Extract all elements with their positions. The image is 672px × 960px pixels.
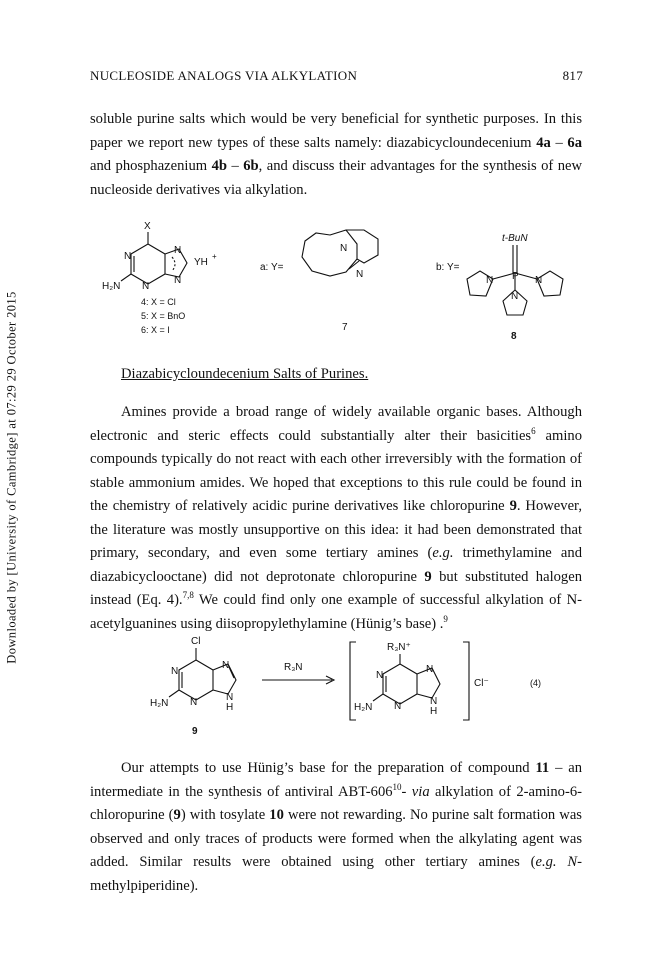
phos-n2-label: N — [535, 275, 543, 286]
phos-n1-label: N — [486, 275, 494, 286]
reagent-r3n: R₃N — [284, 662, 303, 673]
purine-x-label: X — [144, 221, 151, 232]
eq-h-label: H — [226, 702, 234, 713]
yh-charge: + — [212, 252, 217, 261]
page-number: 817 — [562, 68, 583, 83]
section-heading: Diazabicycloundecenium Salts of Purines. — [121, 366, 369, 382]
download-note: Downloaded by [University of Cambridge] at 07:29 29 October 2015 — [4, 291, 19, 664]
eq-p-n7-label: N — [426, 664, 434, 675]
b-y-label: b: Y= — [436, 262, 460, 273]
paragraph-amines: Amines provide a broad range of widely available organic bases. Although electronic and steric effects could substantially alter their basicities$^6$ amino compounds typically do not react with each other irreversibly with the formation of stable ammonium amides. We hoped that exceptions to this rule could be found in the chemistry of relatively acidic purine derivatives like chloropurine 9. However, the literature was mostly unsupportive on this idea: it had been demonstrated that primary, secondary, and even some tertiary amines (e.g. trimethylamine and diazabicyclooctane) did not deprotonate chloropurine 9 but substituted halogen instead (Eq. 4).$^{7,8}$ We could find only one example of successful alkylation of N-acetylguanines using diisopropylethylamine (Hünig’s base) .$^9$ — [90, 404, 582, 632]
phos-n3-label: N — [511, 291, 519, 302]
eq-p-n1-label: N — [376, 670, 384, 681]
eq-n9-label: N — [226, 692, 234, 703]
p-atom-label: P — [512, 271, 519, 282]
running-title: NUCLEOSIDE ANALOGS VIA ALKYLATION — [90, 68, 358, 83]
chloride-label: Cl⁻ — [474, 678, 489, 689]
eq-n3-label: N — [190, 697, 198, 708]
eq-p-amine-label: H₂N — [354, 702, 373, 713]
compound-7-label: 7 — [342, 322, 348, 333]
eq-p-n3-label: N — [394, 701, 402, 712]
running-header — [90, 68, 583, 86]
n9-label: N — [174, 275, 182, 286]
compound-8-label: 8 — [511, 331, 517, 342]
compound-5-def: 5: X = BnO — [141, 311, 186, 321]
eq-compound-9: 9 — [192, 726, 198, 737]
a-y-label: a: Y= — [260, 262, 284, 273]
eq-p-h-label: H — [430, 706, 438, 717]
eq-n1-label: N — [171, 666, 179, 677]
dbu-n1-label: N — [340, 243, 348, 254]
scheme-purine-salts — [0, 215, 672, 365]
equation-number: (4) — [530, 678, 541, 688]
r3n-plus-label: R₃N⁺ — [387, 642, 411, 653]
compound-4-def: 4: X = Cl — [141, 297, 176, 307]
n7-label: N — [174, 245, 182, 256]
paragraph-intro: soluble purine salts which would be very beneficial for synthetic purposes. In this paper we report new types of these salts namely: diazabicycloundecenium 4a – 6a and phosphazenium 4b – 6b, and discuss their advantages for the synthesis of new nucleoside derivatives via alkylation. — [90, 111, 583, 198]
equation-4-scheme — [0, 630, 672, 740]
eq-cl-label: Cl — [191, 636, 201, 647]
tbun-label: t-BuN — [502, 233, 528, 244]
eq-n7-label: N — [222, 660, 230, 671]
amine-label: H₂N — [102, 281, 121, 292]
dbu-n2-label: N — [356, 269, 364, 280]
n3-label: N — [142, 281, 150, 292]
eq-p-n9-label: N — [430, 696, 438, 707]
paragraph-attempts: Our attempts to use Hünig’s base for the preparation of compound 11 – an intermediate in the synthesis of antiviral ABT-$606^{10}-$ via alkylation of 2-amino-6-chloropurine (9) with tosylate 10 were not rewarding. No purine salt formation was observed and only traces of products were formed when the alkylating agent was added. Similar results were obtained using other tertiary amines (e.g. N-methylpiperidine). — [90, 760, 582, 894]
compound-6-def: 6: X = I — [141, 325, 170, 335]
yh-cation: YH — [194, 257, 208, 268]
download-watermark — [0, 0, 24, 960]
n1-label: N — [124, 251, 132, 262]
eq-amine-label: H₂N — [150, 698, 169, 709]
